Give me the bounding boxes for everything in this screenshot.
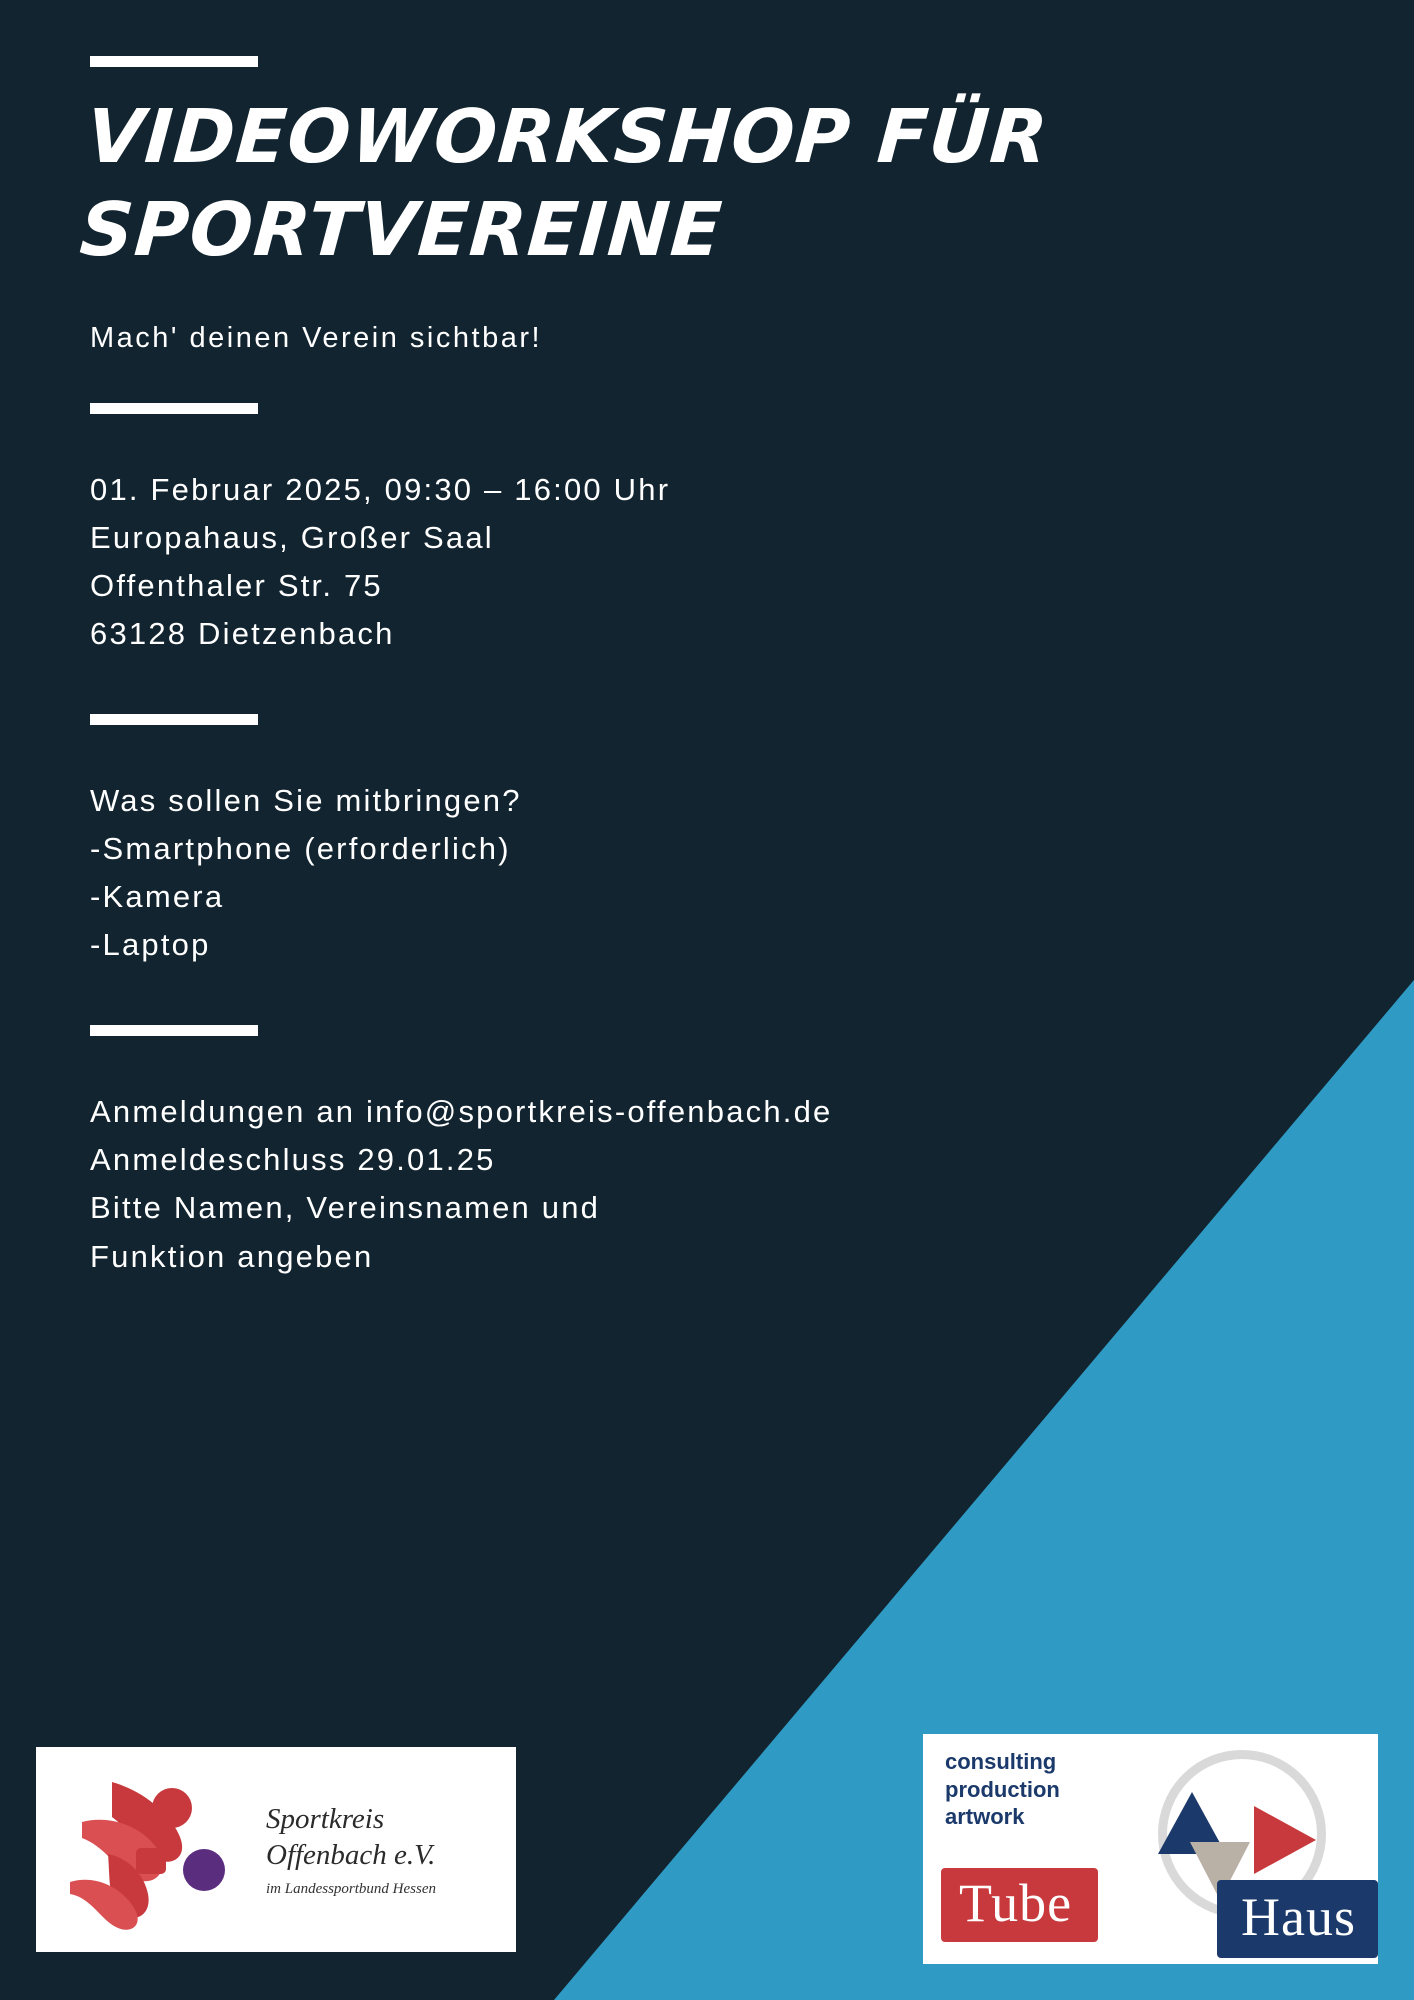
page-title: VIDEOWORKSHOP FÜR SPORTVEREINE bbox=[77, 94, 1052, 273]
tubehaus-keyword: artwork bbox=[945, 1804, 1025, 1829]
divider-top bbox=[90, 56, 258, 67]
tubehaus-red-play-icon bbox=[1254, 1806, 1316, 1874]
sportkreis-line-2: Offenbach e.V. bbox=[266, 1839, 436, 1871]
poster-content bbox=[0, 56, 1414, 1281]
event-venue: Europahaus, Großer Saal bbox=[90, 520, 494, 556]
registration-email-line: Anmeldungen an info@sportkreis-offenbach.de bbox=[90, 1094, 833, 1130]
divider-after-subtitle bbox=[90, 403, 258, 414]
tubehaus-keyword: production bbox=[945, 1776, 1060, 1802]
sportkreis-figure-icon bbox=[52, 1762, 262, 1937]
divider-after-event bbox=[90, 714, 258, 725]
tubehaus-badge-tube: Tube bbox=[941, 1868, 1098, 1942]
sportkreis-wordmark bbox=[266, 1801, 436, 1899]
tubehaus-keywords bbox=[945, 1748, 1060, 1831]
sportkreis-line-3: im Landessportbund Hessen bbox=[266, 1881, 437, 1898]
event-details bbox=[0, 466, 1414, 658]
event-datetime: 01. Februar 2025, 09:30 – 16:00 Uhr bbox=[90, 472, 671, 507]
event-city: 63128 Dietzenbach bbox=[90, 616, 395, 652]
registration-note-1: Bitte Namen, Vereinsnamen und bbox=[90, 1190, 601, 1226]
bring-item: -Laptop bbox=[90, 927, 211, 963]
bring-heading: Was sollen Sie mitbringen? bbox=[90, 783, 522, 819]
registration-info bbox=[0, 1088, 1414, 1280]
sportkreis-line-1: Sportkreis bbox=[266, 1802, 385, 1835]
bring-item: -Smartphone (erforderlich) bbox=[90, 831, 511, 867]
registration-note-2: Funktion angeben bbox=[90, 1238, 374, 1274]
tubehaus-logo bbox=[923, 1734, 1378, 1964]
bring-item: -Kamera bbox=[90, 879, 225, 915]
registration-deadline: Anmeldeschluss 29.01.25 bbox=[90, 1142, 496, 1178]
event-street: Offenthaler Str. 75 bbox=[90, 568, 383, 604]
poster-subtitle: Mach' deinen Verein sichtbar! bbox=[90, 322, 543, 354]
divider-after-bring bbox=[90, 1025, 258, 1036]
tubehaus-keyword: consulting bbox=[945, 1749, 1057, 1774]
bring-list bbox=[0, 777, 1414, 969]
sportkreis-logo bbox=[36, 1747, 516, 1952]
tubehaus-badge-haus: Haus bbox=[1217, 1880, 1378, 1958]
